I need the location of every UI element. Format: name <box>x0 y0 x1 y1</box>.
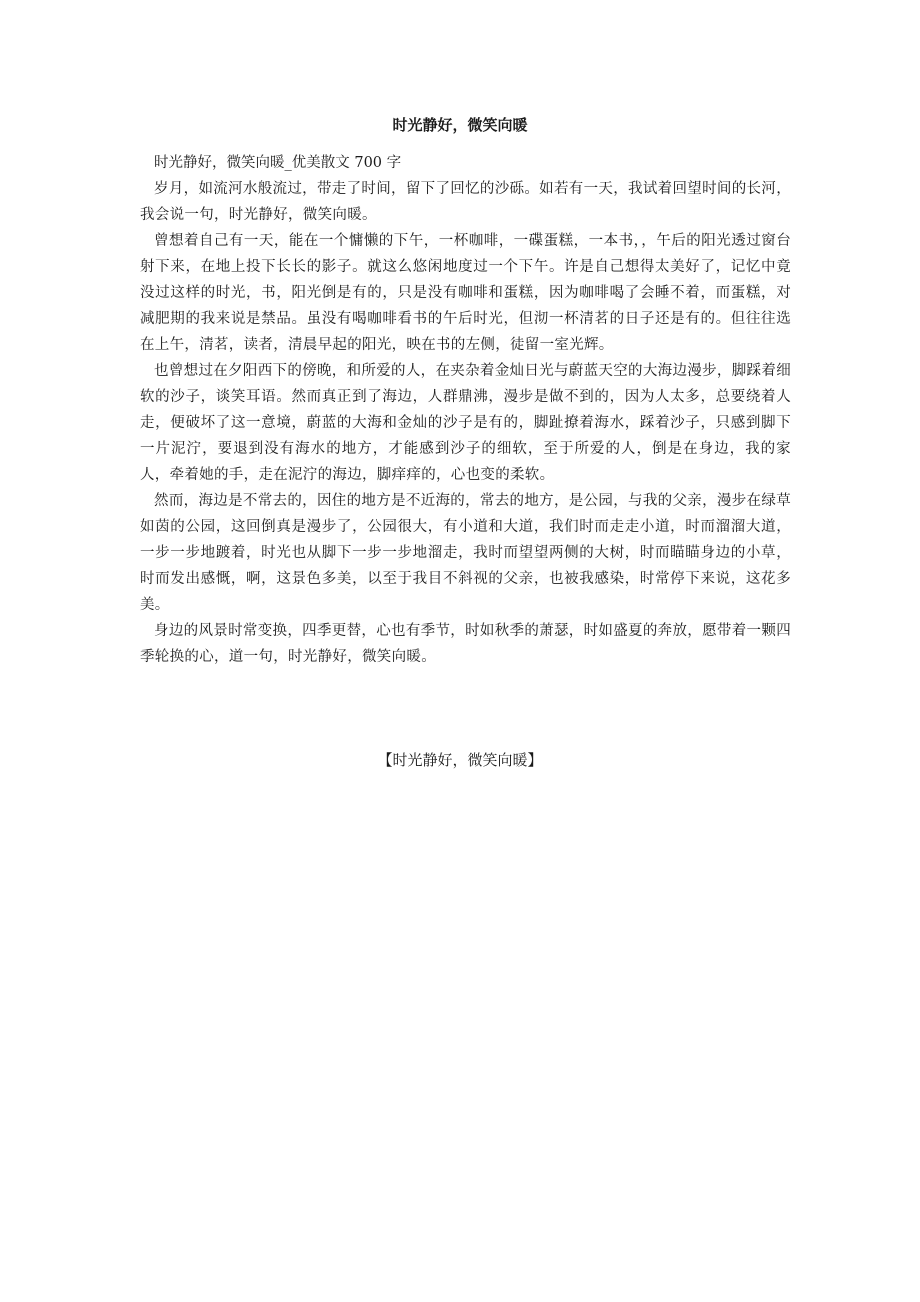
paragraph-2: 曾想着自己有一天，能在一个慵懒的下午，一杯咖啡，一碟蛋糕，一本书，，午后的阳光透过窗台射下来，在地上投下长长的影子。就这么悠闲地度过一个下午。许是自己想得太美好了，记忆中竟没过这样的时光，书，阳光倒是有的，只是没有咖啡和蛋糕，因为咖啡喝了会睡不着，而蛋糕，对减肥期的我来说是禁品。虽没有喝咖啡看书的午后时光，但沏一杯清茗的日子还是有的。但往往选在上午，清茗，读者，清晨早起的阳光，映在书的左侧，徒留一室光辉。 <box>140 233 791 353</box>
paragraph-5: 身边的风景时常变换，四季更替，心也有季节，时如秋季的萧瑟，时如盛夏的奔放，愿带着一颗四季轮换的心，道一句，时光静好，微笑向暖。 <box>140 623 791 665</box>
paragraph-1: 岁月，如流河水般流过，带走了时间，留下了回忆的沙砾。如若有一天，我试着回望时间的长河，我会说一句，时光静好，微笑向暖。 <box>140 181 791 223</box>
footer-title: 【时光静好，微笑向暖】 <box>377 751 543 769</box>
paragraph-3: 也曾想过在夕阳西下的傍晚，和所爱的人，在夹杂着金灿日光与蔚蓝天空的大海边漫步，脚踩着细软的沙子，谈笑耳语。然而真正到了海边，人群鼎沸，漫步是做不到的，因为人太多，总要绕着人走，便破坏了这一意境，蔚蓝的大海和金灿的沙子是有的，脚趾撩着海水，踩着沙子，只感到脚下一片泥泞，要退到没有海水的地方，才能感到沙子的细软，至于所爱的人，倒是在身边，我的家人，牵着她的手，走在泥泞的海边，脚痒痒的，心也变的柔软。 <box>140 363 791 483</box>
paragraph-4: 然而，海边是不常去的，因住的地方是不近海的，常去的地方，是公园，与我的父亲，漫步在绿草如茵的公园，这回倒真是漫步了，公园很大，有小道和大道，我们时而走走小道，时而溜溜大道，一步一步地踱着，时光也从脚下一步一步地溜走，我时而望望两侧的大树，时而瞄瞄身边的小草，时而发出感慨，啊，这景色多美，以至于我目不斜视的父亲，也被我感染，时常停下来说，这花多美。 <box>140 493 791 613</box>
article-subtitle: 时光静好，微笑向暖_优美散文 700 字 <box>154 155 402 171</box>
article-body <box>140 150 791 670</box>
document-title: 时光静好，微笑向暖 <box>392 116 528 134</box>
